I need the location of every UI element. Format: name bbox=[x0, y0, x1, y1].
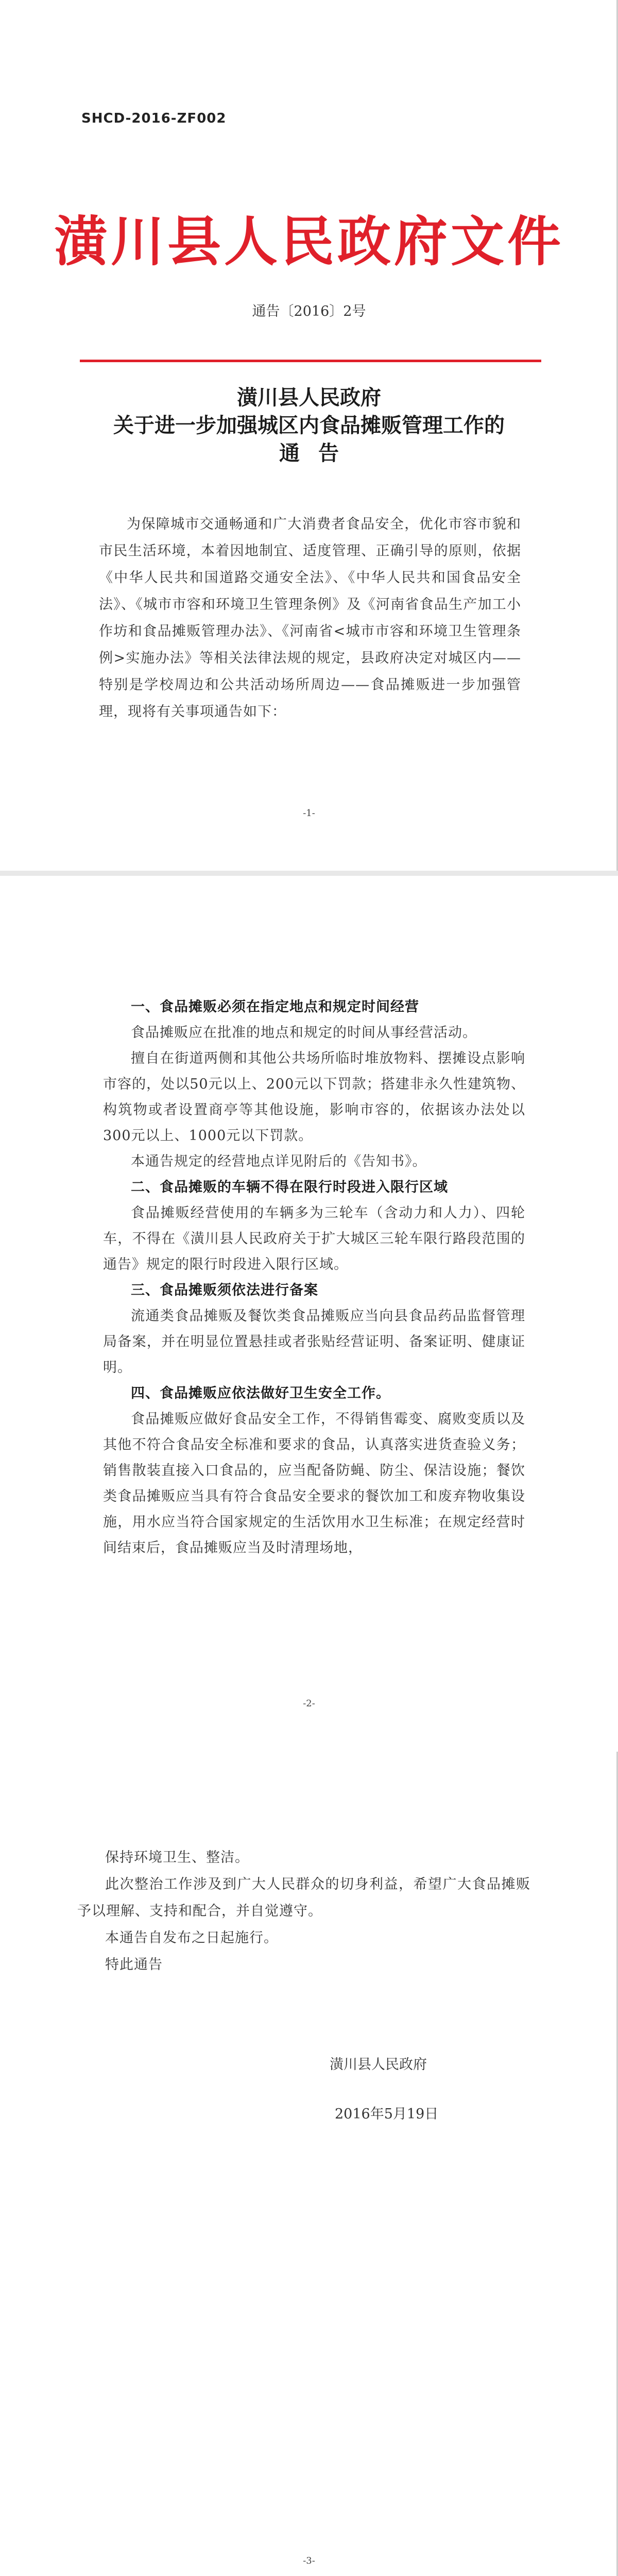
appeal-paragraph: 此次整治工作涉及到广大人民群众的切身利益，希望广大食品摊贩予以理解、支持和配合，并自觉遵守。 bbox=[77, 1876, 530, 1919]
title-subject: 关于进一步加强城区内食品摊贩管理工作的 bbox=[113, 414, 505, 437]
intro-paragraph: 为保障城市交通畅通和广大消费者食品安全，优化市容市貌和市民生活环境，本着因地制宜、适度管理、正确引导的原则，依据《中华人民共和国道路交通安全法》、《中华人民共和国食品安全法》、《城市市容和环境卫生管理条例》及《河南省食品生产加工小作坊和食品摊贩管理办法》、《河南省<城市市容和环境卫生管理条例>实施办法》等相关法律法规的规定，县政府决定对城区内——特别是学校周边和公共活动场所周边——食品摊贩进一步加强管理，现将有关事项通告如下： bbox=[99, 516, 521, 720]
signature-date: 2016年5月19日 bbox=[335, 2106, 439, 2122]
page-gap bbox=[0, 871, 618, 876]
closing-paragraph: 特此通告 bbox=[105, 1957, 163, 1973]
section-heading-2: 二、食品摊贩的车辆不得在限行时段进入限行区域 bbox=[131, 1179, 448, 1195]
signature-organization: 潢川县人民政府 bbox=[330, 2057, 427, 2073]
section-heading-1: 一、食品摊贩必须在指定地点和规定时间经营 bbox=[131, 999, 419, 1015]
title-issuer: 潢川县人民政府 bbox=[237, 386, 381, 410]
page2-body bbox=[103, 994, 525, 1561]
intro-body bbox=[99, 511, 521, 725]
section-heading-3: 三、食品摊贩须依法进行备案 bbox=[131, 1282, 318, 1298]
document-title bbox=[0, 384, 618, 467]
section-1-paragraph-b: 擅自在街道两侧和其他公共场所临时堆放物料、摆摊设点影响市容的，处以50元以上、200元以下罚款；搭建非永久性建筑物、构筑物或者设置商亭等其他设施，影响市容的，依据该办法处以300元以上、1000元以下罚款。 bbox=[103, 1050, 525, 1144]
continued-paragraph: 保持环境卫生、整洁。 bbox=[105, 1850, 249, 1866]
section-4-paragraph: 食品摊贩应做好食品安全工作，不得销售霉变、腐败变质以及其他不符合食品安全标准和要求的食品，认真落实进货查验义务；销售散装直接入口食品的，应当配备防蝇、防尘、保洁设施；餐饮类食品摊贩应当具有符合食品安全要求的餐饮加工和废弃物收集设施，用水应当符合国家规定的生活饮用水卫生标准；在规定经营时间结束后，食品摊贩应当及时清理场地， bbox=[103, 1411, 525, 1556]
section-2-paragraph: 食品摊贩经营使用的车辆多为三轮车（含动力和人力）、四轮车，不得在《潢川县人民政府关于扩大城区三轮车限行路段范围的通告》规定的限行时段进入限行区域。 bbox=[103, 1205, 525, 1273]
document-number: 通告〔2016〕2号 bbox=[252, 303, 366, 319]
page3-body bbox=[77, 1844, 530, 1978]
document-red-header: 潢川县人民政府文件 bbox=[54, 210, 564, 273]
section-1-paragraph-a: 食品摊贩应在批准的地点和规定的时间从事经营活动。 bbox=[131, 1025, 477, 1041]
section-3-paragraph: 流通类食品摊贩及餐饮类食品摊贩应当向县食品药品监督管理局备案，并在明显位置悬挂或者张贴经营证明、备案证明、健康证明。 bbox=[103, 1308, 525, 1376]
title-type: 通告 bbox=[279, 442, 357, 465]
section-heading-4: 四、食品摊贩应依法做好卫生安全工作。 bbox=[131, 1385, 390, 1401]
document-page-1 bbox=[0, 0, 618, 871]
document-page-2 bbox=[0, 876, 618, 1752]
document-code: SHCD-2016-ZF002 bbox=[81, 111, 227, 126]
effective-date-paragraph: 本通告自发布之日起施行。 bbox=[105, 1930, 278, 1946]
section-1-paragraph-c: 本通告规定的经营地点详见附后的《告知书》。 bbox=[131, 1154, 427, 1170]
page-number: -3- bbox=[303, 2555, 315, 2566]
red-divider-line bbox=[80, 360, 541, 362]
page-number: -2- bbox=[303, 1698, 315, 1709]
document-page-3 bbox=[0, 1752, 618, 2576]
signature-block bbox=[330, 2040, 438, 2139]
page-number: -1- bbox=[303, 808, 315, 819]
